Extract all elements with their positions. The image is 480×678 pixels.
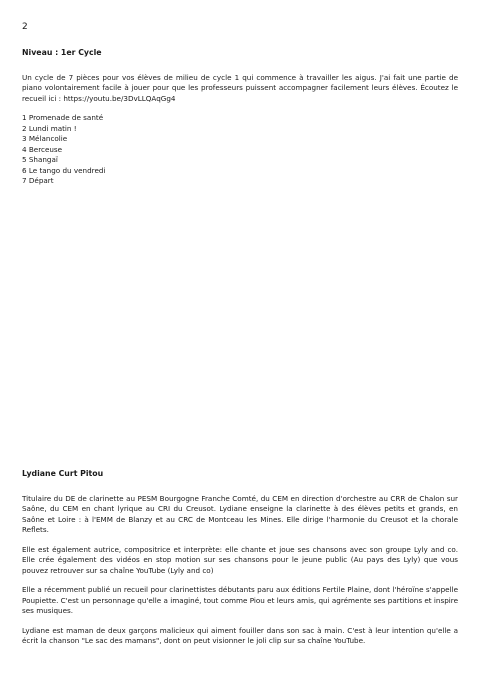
- list-item: 1 Promenade de santé: [22, 113, 104, 122]
- list-item: 2 Lundi matin !: [22, 123, 77, 133]
- level-heading: Niveau : 1er Cycle: [22, 48, 102, 57]
- level-description: Un cycle de 7 pièces pour vos élèves de milieu de cycle 1 qui commence à travailler les aigus. J'ai fait une partie de piano volontairement facile à jouer pour que les professeurs puissent accompagner facilement leurs élèves. Écoutez le recueil ici : https://youtu.be/3DvLLQAqGg4: [22, 72, 458, 103]
- list-item: 7 Départ: [22, 176, 54, 185]
- author-paragraph: Lydiane est maman de deux garçons malicieux qui aiment fouiller dans son sac à main. C'est à leur intention qu'elle a écrit la chanson "Le sac des mamans", dont on peut visionner le joli clip sur sa chaîne YouTube.: [22, 625, 458, 645]
- author-paragraph: Elle est également autrice, compositrice et interprète: elle chante et joue ses chansons avec son groupe Lyly and co. Elle crée également des vidéos en stop motion sur ses chansons pour le jeune public (Au pays des Lyly) que vous pouvez retrouver sur sa chaîne YouTube (Lyly and co): [22, 544, 458, 575]
- list-item: 3 Mélancolie: [22, 134, 68, 143]
- list-item: 6 Le tango du vendredi: [22, 165, 106, 175]
- pieces-list: [22, 113, 458, 187]
- author-heading: Lydiane Curt Pitou: [22, 469, 104, 478]
- level-section: [22, 48, 458, 187]
- author-paragraph: Elle a récemment publié un recueil pour clarinettistes débutants paru aux éditions Fertile Plaine, dont l'héroïne s'appelle Poupiette. C'est un personnage qu'elle a imaginé, tout comme Piou et leurs amis, qui agrémente ses partitions et inspire ses musiques.: [22, 585, 458, 615]
- page-number: 2: [22, 22, 28, 32]
- author-paragraph: Titulaire du DE de clarinette au PESM Bourgogne Franche Comté, du CEM en direction d'orchestre au CRR de Chalon sur Saône, du CEM en chant lyrique au CRI du Creusot. Lydiane enseigne la clarinette à des élèves petits et grands, en Saône et Loire : à l'EMM de Blanzy et au CRC de Montceau les Mines. Elle dirige l'harmonie du Creusot et la chorale Reflets.: [22, 493, 458, 534]
- author-section: [22, 469, 458, 656]
- list-item: 5 Shangaï: [22, 155, 58, 164]
- list-item: 4 Berceuse: [22, 144, 63, 154]
